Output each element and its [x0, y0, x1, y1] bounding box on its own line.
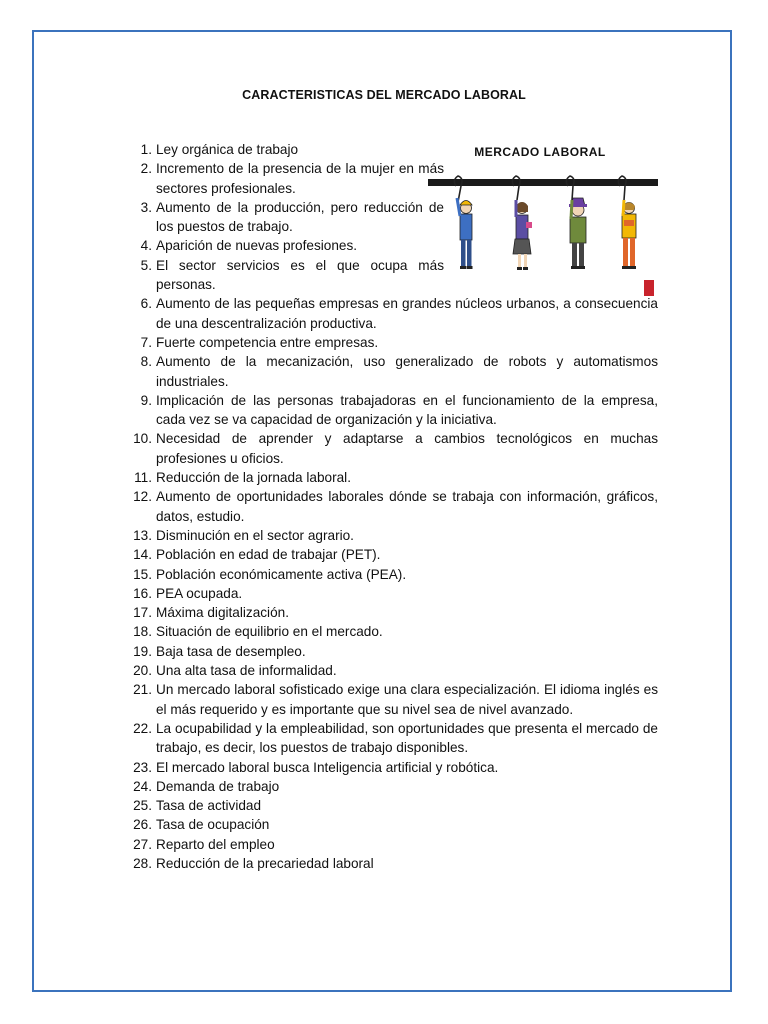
- list-item-text: Tasa de actividad: [156, 798, 262, 814]
- list-item-number: 6.: [140, 296, 152, 312]
- list-item-text: Incremento de la presencia de la mujer en más sectores profesionales.: [156, 161, 444, 196]
- list-item: [130, 429, 658, 468]
- list-item: [130, 777, 658, 796]
- list-item-number: 10.: [133, 431, 152, 447]
- list-item-number: 15.: [133, 566, 152, 582]
- list-item-text: Máxima digitalización.: [156, 605, 289, 621]
- list-item: [130, 642, 658, 661]
- list-item: [130, 758, 658, 777]
- list-item: [130, 661, 658, 680]
- list-item: [130, 526, 658, 545]
- list-item: [130, 815, 658, 834]
- list-item-text: Tasa de ocupación: [156, 817, 270, 833]
- list-item-number: 11.: [134, 470, 152, 486]
- list-item-text: Reparto del empleo: [156, 836, 275, 852]
- list-item-number: 12.: [133, 489, 152, 505]
- list-item: [130, 584, 658, 603]
- list-item: [130, 198, 444, 237]
- list-item: [130, 680, 658, 719]
- list-item-number: 14.: [133, 547, 152, 563]
- list-item-number: 28.: [133, 855, 152, 871]
- list-item: [130, 854, 658, 873]
- list-item: [130, 622, 658, 641]
- list-item-text: PEA ocupada.: [156, 585, 243, 601]
- list-item: [130, 333, 658, 352]
- list-item-text: Ley orgánica de trabajo: [156, 142, 299, 157]
- list-item-text: Implicación de las personas trabajadoras en el funcionamiento de la empresa, cada vez se va capacidad de organización y la iniciativa.: [156, 392, 658, 428]
- list-item-text: Necesidad de aprender y adaptarse a cambios tecnológicos en muchas profesiones u oficios.: [156, 431, 658, 466]
- list-item-number: 19.: [133, 643, 152, 659]
- list-item-text: Un mercado laboral sofisticado exige una clara especialización. El idioma inglés es el más requerido y es importante que su nivel sea de nivel avanzado.: [156, 682, 658, 717]
- list-item-text: Fuerte competencia entre empresas.: [156, 334, 379, 350]
- list-item-number: 24.: [133, 778, 152, 794]
- list-item-text: La ocupabilidad y la empleabilidad, son oportunidades que presenta el mercado de trabajo, es decir, los puestos de trabajo disponibles.: [156, 720, 658, 756]
- document-title: CARACTERISTICAS DEL MERCADO LABORAL: [242, 88, 526, 102]
- list-item-text: Aparición de nuevas profesiones.: [156, 238, 358, 254]
- list-item: [130, 719, 658, 758]
- cartoon-caption: MERCADO LABORAL: [474, 145, 606, 159]
- list-item-text: El mercado laboral busca Inteligencia artificial y robótica.: [156, 759, 499, 775]
- list-item-text: Situación de equilibrio en el mercado.: [156, 624, 383, 640]
- list-item: [130, 140, 444, 159]
- list-item: [130, 545, 658, 564]
- list-item-number: 20.: [133, 663, 152, 679]
- list-item-text: Una alta tasa de informalidad.: [156, 663, 337, 679]
- list-item-text: Disminución en el sector agrario.: [156, 527, 354, 543]
- list-item-text: Aumento de las pequeñas empresas en grandes núcleos urbanos, a consecuencia de una descentralización productiva.: [156, 296, 658, 331]
- list-item-number: 8.: [140, 354, 152, 370]
- list-item-number: 21.: [133, 682, 152, 698]
- list-item-text: Reducción de la jornada laboral.: [156, 470, 351, 486]
- list-item-number: 22.: [133, 720, 152, 736]
- list-item-text: Aumento de oportunidades laborales dónde se trabaja con información, gráficos, datos, estudio.: [156, 489, 658, 524]
- list-item-text: Aumento de la producción, pero reducción de los puestos de trabajo.: [156, 199, 444, 235]
- list-item-number: 16.: [133, 585, 152, 601]
- list-item-number: 4.: [140, 238, 152, 254]
- list-item: [130, 835, 658, 854]
- list-item-text: Baja tasa de desempleo.: [156, 643, 306, 659]
- list-item: [130, 352, 658, 391]
- list-item-text: Población económicamente activa (PEA).: [156, 566, 407, 582]
- list-item: [130, 796, 658, 815]
- list-item: [130, 603, 658, 622]
- list-item-number: 18.: [133, 624, 152, 640]
- list-item: [130, 487, 658, 526]
- list-item-number: 2.: [140, 161, 152, 177]
- list-item-number: 27.: [133, 836, 152, 852]
- list-item: [130, 159, 444, 198]
- list-item-number: 7.: [140, 334, 152, 350]
- list-item: [130, 468, 658, 487]
- list-item-number: 3.: [140, 199, 152, 215]
- list-item: [130, 391, 658, 430]
- list-item-text: El sector servicios es el que ocupa más personas.: [156, 257, 444, 293]
- list-item-text: Aumento de la mecanización, uso generalizado de robots y automatismos industriales.: [156, 354, 658, 389]
- list-item-number: 13.: [133, 527, 152, 543]
- list-item-number: 9.: [140, 392, 152, 408]
- list-item-number: 26.: [133, 817, 152, 833]
- list-item-number: 25.: [133, 798, 152, 814]
- list-item-text: Demanda de trabajo: [156, 778, 280, 794]
- list-item-number: 17.: [133, 605, 152, 621]
- list-item-number: 5.: [140, 257, 152, 273]
- list-item-number: 1.: [140, 142, 152, 157]
- list-item-text: Población en edad de trabajar (PET).: [156, 547, 381, 563]
- list-item-text: Reducción de la precariedad laboral: [156, 855, 374, 871]
- list-item: [130, 256, 444, 295]
- list-item: [130, 294, 658, 333]
- list-item-number: 23.: [133, 759, 152, 775]
- characteristics-list: [130, 140, 658, 873]
- list-item: [130, 236, 444, 255]
- list-item: [130, 565, 658, 584]
